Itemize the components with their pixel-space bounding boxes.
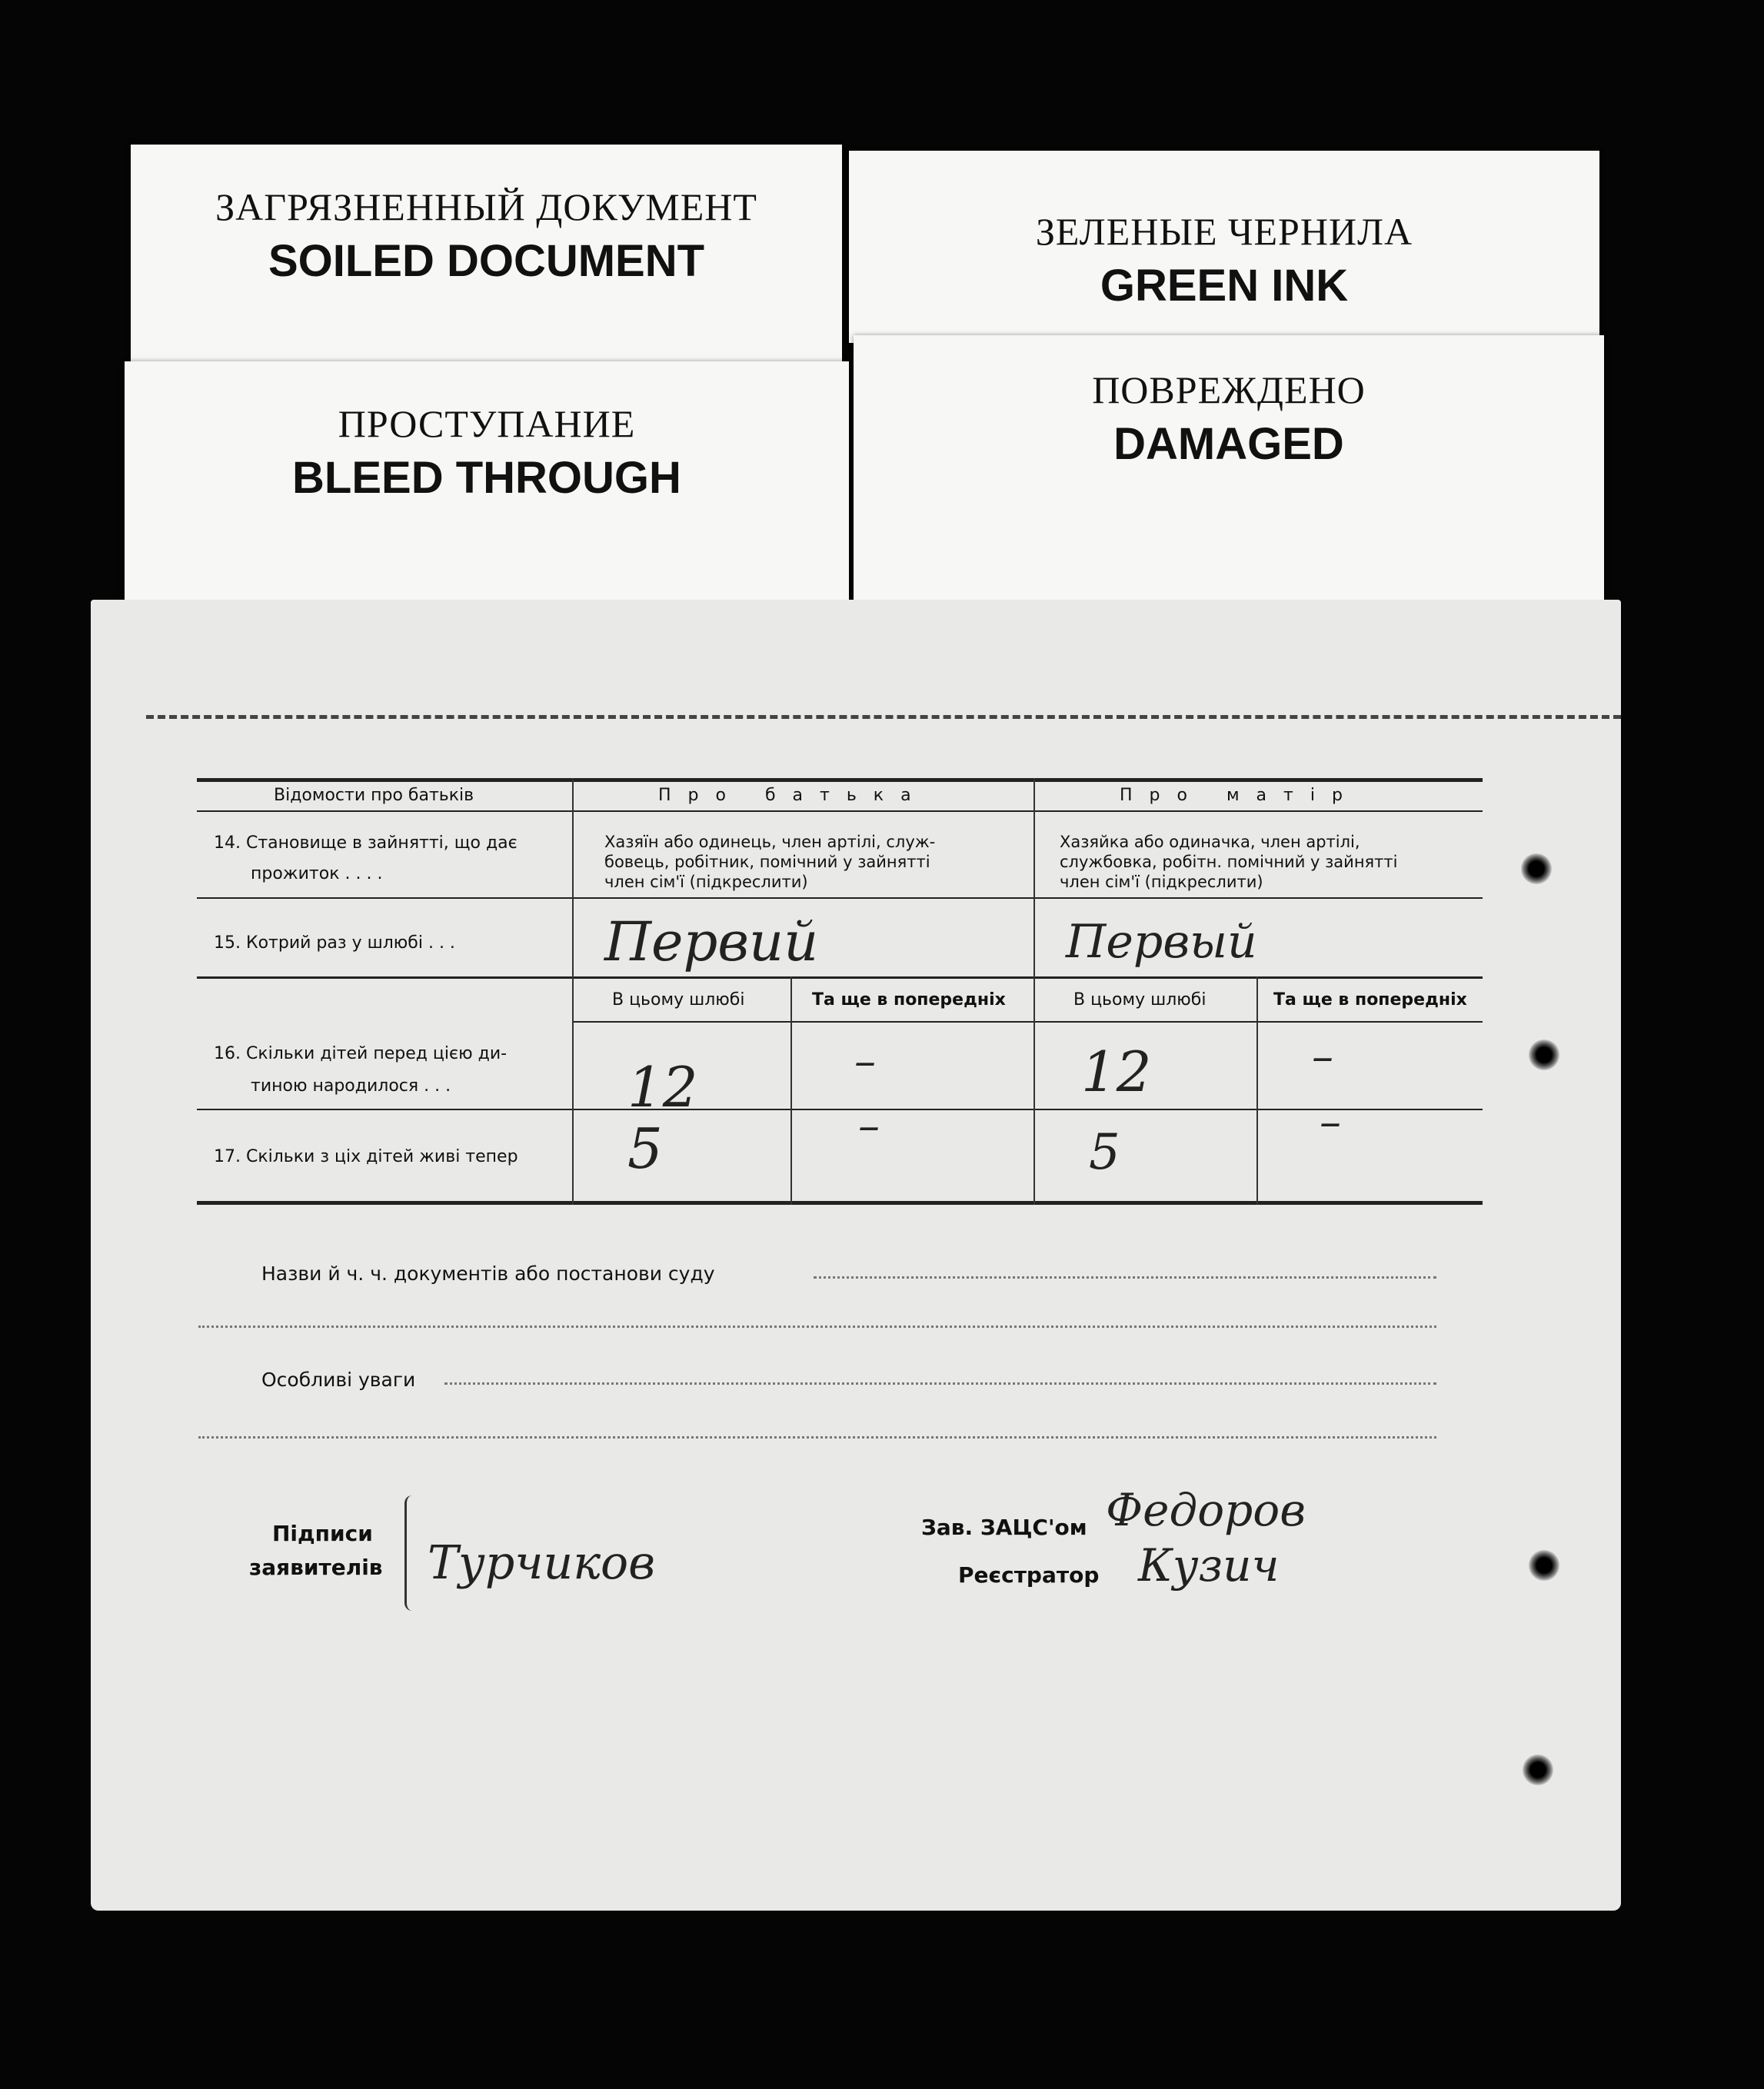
row14-label-1: 14. Становище в зайнятті, що дає (214, 833, 518, 853)
applicants-signatures-label-2: заявителів (249, 1555, 383, 1580)
mother-previous-header: Та ще в попередніх (1273, 990, 1467, 1010)
card-damaged (854, 335, 1604, 604)
punch-hole (1529, 1040, 1559, 1070)
card-green-en: GREEN INK (1100, 261, 1349, 311)
punch-hole (1521, 853, 1552, 884)
mother-this-marriage-header: В цьому шлюбі (1073, 990, 1207, 1010)
documents-line-2 (198, 1326, 1436, 1328)
row17-father-prev: – (858, 1101, 880, 1151)
card-bleed-through (125, 361, 849, 623)
documents-label: Назви й ч. ч. документів або постанови суду (261, 1262, 715, 1285)
row15-mother-handwriting: Первый (1066, 915, 1257, 969)
head-registry-signature: Федоров (1106, 1484, 1306, 1536)
row14-mother-line1: Хазяйка або одиначка, член артілі, (1060, 833, 1360, 851)
punch-hole (1529, 1550, 1559, 1581)
row16-label-1: 16. Скільки дітей перед цією ди- (214, 1044, 508, 1063)
card-soiled-document (131, 145, 842, 375)
row14-father-line2: бовець, робітник, помічний у зайнятті (604, 853, 930, 871)
card-soiled-en: SOILED DOCUMENT (268, 236, 705, 286)
father-previous-header: Та ще в попередніх (812, 990, 1006, 1010)
row17-label: 17. Скільки з ціх дітей живі тепер (214, 1147, 518, 1166)
card-soiled-ru: ЗАГРЯЗНЕННЫЙ ДОКУМЕНТ (215, 185, 757, 228)
card-bleed-en: BLEED THROUGH (292, 453, 681, 503)
row14-label-2: прожиток . . . . (251, 864, 383, 883)
card-damaged-en: DAMAGED (1113, 419, 1344, 469)
notes-line-1 (444, 1382, 1436, 1385)
registrar-signature: Кузич (1138, 1539, 1280, 1592)
applicants-signatures-label-1: Підписи (272, 1521, 373, 1546)
registration-form-sheet (91, 600, 1621, 1911)
signature-brace (404, 1495, 418, 1611)
row17-mother-prev: – (1320, 1097, 1341, 1147)
head-registry-label: Зав. ЗАЦС'ом (921, 1515, 1087, 1540)
row15-label: 15. Котрий раз у шлюбі . . . (214, 933, 455, 953)
row15-father-handwriting: Первий (604, 910, 819, 973)
card-damaged-ru: ПОВРЕЖДЕНО (1092, 368, 1366, 411)
row16-mother-this: 12 (1081, 1040, 1152, 1104)
row16-label-2: тиною народилося . . . (251, 1076, 451, 1096)
notes-label: Особливі уваги (261, 1369, 416, 1391)
header-father: Про батька (658, 786, 928, 805)
row16-father-prev: – (854, 1036, 876, 1086)
punch-hole (1523, 1755, 1553, 1785)
header-parents-info: Відомости про батьків (274, 786, 474, 805)
applicant-signature: Турчиков (428, 1536, 656, 1590)
row16-father-this: 12 (627, 1055, 698, 1119)
row14-father-line3: член сім'ї (підкреслити) (604, 873, 808, 891)
row17-mother-this: 5 (1089, 1124, 1120, 1181)
row14-mother-line2: службовка, робітн. помічний у зайнятті (1060, 853, 1398, 871)
card-green-ink (849, 151, 1599, 343)
row16-mother-prev: – (1312, 1032, 1333, 1082)
row14-father-line1: Хазяїн або одинець, член артілі, служ- (604, 833, 936, 851)
row14-mother-line3: член сім'ї (підкреслити) (1060, 873, 1263, 891)
registrar-label: Реєстратор (958, 1562, 1100, 1588)
father-this-marriage-header: В цьому шлюбі (612, 990, 745, 1010)
documents-line-1 (814, 1276, 1436, 1279)
row17-father-this: 5 (627, 1116, 663, 1181)
card-bleed-ru: ПРОСТУПАНИЕ (338, 402, 636, 445)
notes-line-2 (198, 1436, 1436, 1439)
header-mother: Про матір (1120, 786, 1360, 805)
card-green-ru: ЗЕЛЕНЫЕ ЧЕРНИЛА (1035, 210, 1413, 253)
perforation-line (146, 715, 1621, 719)
